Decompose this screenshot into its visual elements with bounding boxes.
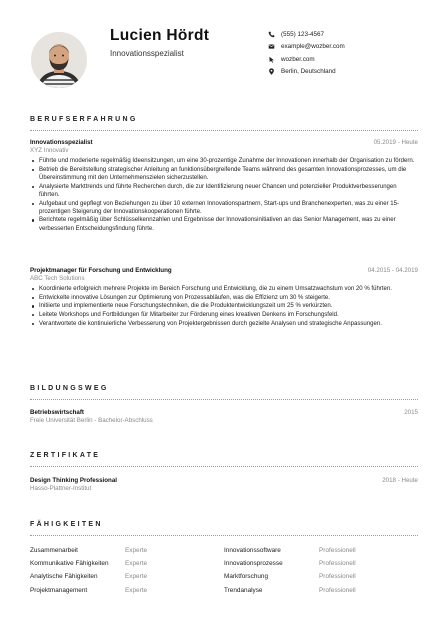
experience-company: ABC Tech Solutions (30, 275, 85, 282)
bullet-item: Berichtete regelmäßig über Schlüsselkennzahlen und Ergebnisse der Innovationsinitiativen an das Senior Management, was zu einer verbesserten Entscheidungsfindung führte. (30, 216, 418, 232)
certificate-date: 2018 - Heute (382, 477, 418, 484)
bullet-item: Entwickelte innovative Lösungen zur Optimierung von Prozessabläufen, was die Effizienz um 30 % steigerte. (30, 294, 418, 302)
bullet-item: Verantwortete die kontinuierliche Verbesserung von Projektergebnissen durch gezielte Analysen und strategische Anpassungen. (30, 320, 418, 328)
skill-name: Marktforschung (224, 573, 269, 581)
contact-list (268, 28, 345, 78)
section-title-experience: BERUFSERFAHRUNG (30, 116, 138, 123)
contact-email[interactable] (268, 41, 345, 54)
skill-name: Trendanalyse (224, 586, 263, 594)
bullet-item: Initiierte und implementierte neue Forschungstechniken, die die Produktentwicklungszeit um 25 % verkürzten. (30, 302, 418, 310)
skill-name: Projektmanagement (30, 586, 88, 594)
experience-bullets (30, 157, 418, 233)
location-icon (268, 68, 275, 75)
experience-title: Projektmanager für Forschung und Entwicklung (30, 267, 172, 274)
candidate-title: Innovationsspezialist (110, 49, 184, 58)
experience-entry (30, 267, 418, 329)
experience-bullets (30, 285, 418, 328)
skill-name: Innovationsprozesse (224, 560, 283, 568)
skill-name: Analytische Fähigkeiten (30, 573, 98, 581)
skill-level: Professionell (319, 573, 356, 581)
avatar (31, 32, 87, 88)
experience-date: 05.2019 - Heute (373, 139, 418, 146)
candidate-name: Lucien Hördt (110, 27, 210, 44)
contact-phone[interactable] (268, 28, 345, 41)
section-divider (30, 399, 418, 400)
contact-website-text: wozber.com (281, 55, 315, 63)
skill-level: Experte (125, 573, 148, 581)
certificate-title: Design Thinking Professional (30, 477, 117, 484)
skill-level: Professionell (319, 560, 356, 568)
experience-date: 04.2015 - 04.2019 (367, 267, 418, 274)
section-divider (30, 535, 418, 536)
contact-location-text: Berlin, Deutschland (281, 68, 336, 76)
education-institution: Freie Universität Berlin - Bachelor-Abschluss (30, 417, 153, 424)
bullet-item: Koordinierte erfolgreich mehrere Projekte im Bereich Forschung und Entwicklung, die zu einem Umsatzwachstum von 20 % führten. (30, 285, 418, 293)
skill-row (30, 544, 418, 557)
certificate-issuer: Hasso-Plattner-Institut (30, 485, 92, 492)
profile-photo (31, 32, 87, 88)
section-divider (30, 466, 418, 467)
section-title-skills: FÄHIGKEITEN (30, 521, 103, 528)
contact-email-text: example@wozber.com (281, 43, 345, 51)
skill-name: Kommunikative Fähigkeiten (30, 560, 109, 568)
skill-name: Zusammenarbeit (30, 547, 78, 555)
skill-level: Professionell (319, 547, 356, 555)
skills-table (30, 544, 418, 597)
skill-row (30, 584, 418, 597)
skill-row (30, 570, 418, 583)
skill-row (30, 557, 418, 570)
bullet-item: Führte und moderierte regelmäßig Ideensitzungen, um eine 30-prozentige Zunahme der Innovationen innerhalb der Organisation zu fördern. (30, 157, 418, 165)
skill-name: Innovationssoftware (224, 547, 281, 555)
education-title: Betriebswirtschaft (30, 409, 84, 416)
bullet-item: Leitete Workshops und Fortbildungen für Mitarbeiter zur Förderung eines kreativen Denkens im Forschungsfeld. (30, 311, 418, 319)
experience-company: XYZ Innovativ (30, 147, 69, 154)
skill-level: Experte (125, 547, 148, 555)
certificate-entry (30, 477, 418, 492)
skill-level: Experte (125, 586, 148, 594)
link-icon (268, 56, 275, 63)
contact-website[interactable] (268, 53, 345, 66)
experience-entry (30, 139, 418, 233)
skill-level: Professionell (319, 586, 356, 594)
contact-location (268, 66, 345, 79)
section-title-certificates: ZERTIFIKATE (30, 452, 101, 459)
bullet-item: Betrieb die Bereitstellung strategischer Anleitung an funktionsübergreifende Teams während des gesamten Innovationsprozesses, um die Übereinstimmung mit den Unternehmenszielen sicherzustellen. (30, 166, 418, 182)
section-title-education: BILDUNGSWEG (30, 385, 109, 392)
skill-level: Experte (125, 560, 148, 568)
education-entry (30, 409, 418, 424)
experience-title: Innovationsspezialist (30, 139, 93, 146)
education-date: 2015 (404, 409, 418, 416)
contact-phone-text: (555) 123-4567 (281, 30, 325, 38)
email-icon (268, 43, 275, 50)
bullet-item: Aufgebaut und gepflegt von Beziehungen zu über 10 externen Innovationspartnern, Start-ups und Branchenexperten, was zu einer 15-prozentigen Steigerung der Innovationskooperationen führte. (30, 200, 418, 216)
phone-icon (268, 31, 275, 38)
bullet-item: Analysierte Markttrends und führte Recherchen durch, die zur Identifizierung neuer Chancen und potenzieller Produktverbesserungen führten. (30, 183, 418, 199)
section-divider (30, 130, 418, 131)
